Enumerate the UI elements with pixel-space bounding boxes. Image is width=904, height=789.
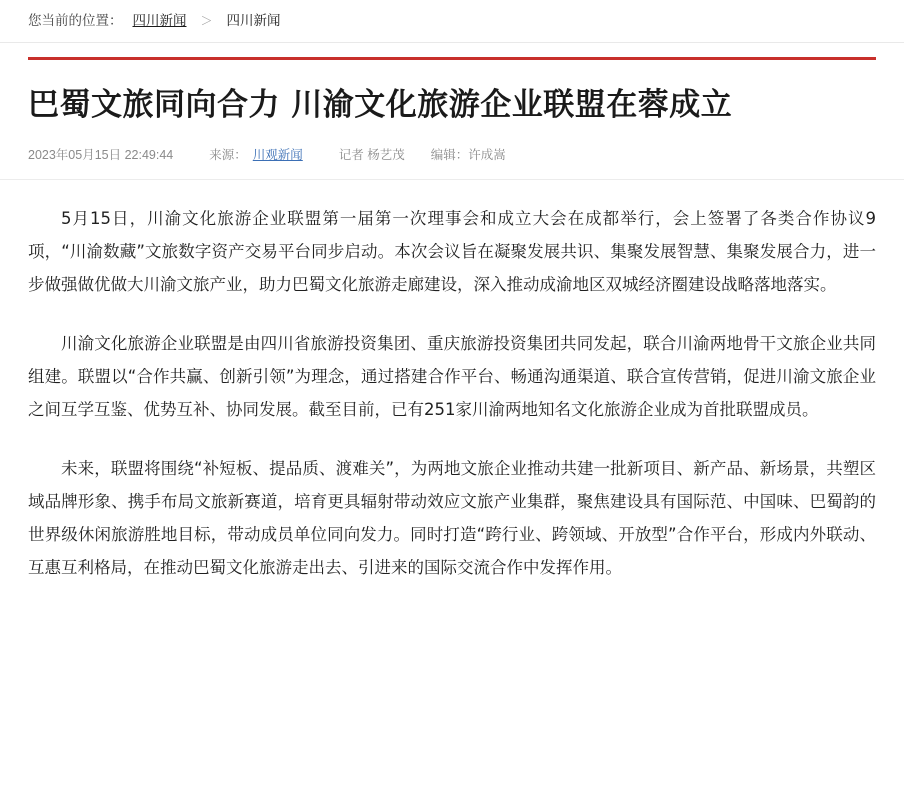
editor-name: 编辑：许成嵩 [430,148,506,163]
breadcrumb-separator-icon: ＞ [200,13,213,28]
breadcrumb-link-sichuan-news[interactable]: 四川新闻 [132,13,187,28]
source-label: 来源： [209,148,247,163]
article-paragraph: 5月15日，川渝文化旅游企业联盟第一届第一次理事会和成立大会在成都举行，会上签署了各类合作协议9项，“川渝数藏”文旅数字资产交易平台同步启动。本次会议旨在凝聚发展共识、集聚发展智慧、集聚发展合力，进一步做强做优做大川渝文旅产业，助力巴蜀文化旅游走廊建设，深入推动成渝地区双城经济圈建设战略落地落实。 [28,209,876,295]
breadcrumb [0,0,904,42]
article-body [0,202,904,584]
page-title: 巴蜀文旅同向合力 川渝文化旅游企业联盟在蓉成立 [28,86,733,123]
accent-bar-container [0,57,904,60]
breadcrumb-divider [0,42,904,43]
meta-divider [0,179,904,180]
source-link[interactable]: 川观新闻 [252,148,303,163]
article-meta [0,145,904,163]
red-accent-bar [28,57,876,60]
breadcrumb-current: 四川新闻 [226,13,281,28]
breadcrumb-label: 您当前的位置： [28,13,123,28]
reporter-name: 记者 杨艺茂 [338,148,405,163]
article-paragraph: 未来，联盟将围绕“补短板、提品质、渡难关”，为两地文旅企业推动共建一批新项目、新产品、新场景，共塑区域品牌形象、携手布局文旅新赛道，培育更具辐射带动效应文旅产业集群，聚焦建设具有国际范、中国味、巴蜀韵的世界级休闲旅游胜地目标，带动成员单位同向发力。同时打造“跨行业、跨领域、开放型”合作平台，形成内外联动、互惠互利格局，在推动巴蜀文化旅游走出去、引进来的国际交流合作中发挥作用。 [28,459,876,578]
publish-datetime: 2023年05月15日 22:49:44 [28,148,174,163]
article-paragraph: 川渝文化旅游企业联盟是由四川省旅游投资集团、重庆旅游投资集团共同发起，联合川渝两地骨干文旅企业共同组建。联盟以“合作共赢、创新引领”为理念，通过搭建合作平台、畅通沟通渠道、联合宣传营销，促进川渝文旅企业之间互学互鉴、优势互补、协同发展。截至目前，已有251家川渝两地知名文化旅游企业成为首批联盟成员。 [28,334,876,420]
